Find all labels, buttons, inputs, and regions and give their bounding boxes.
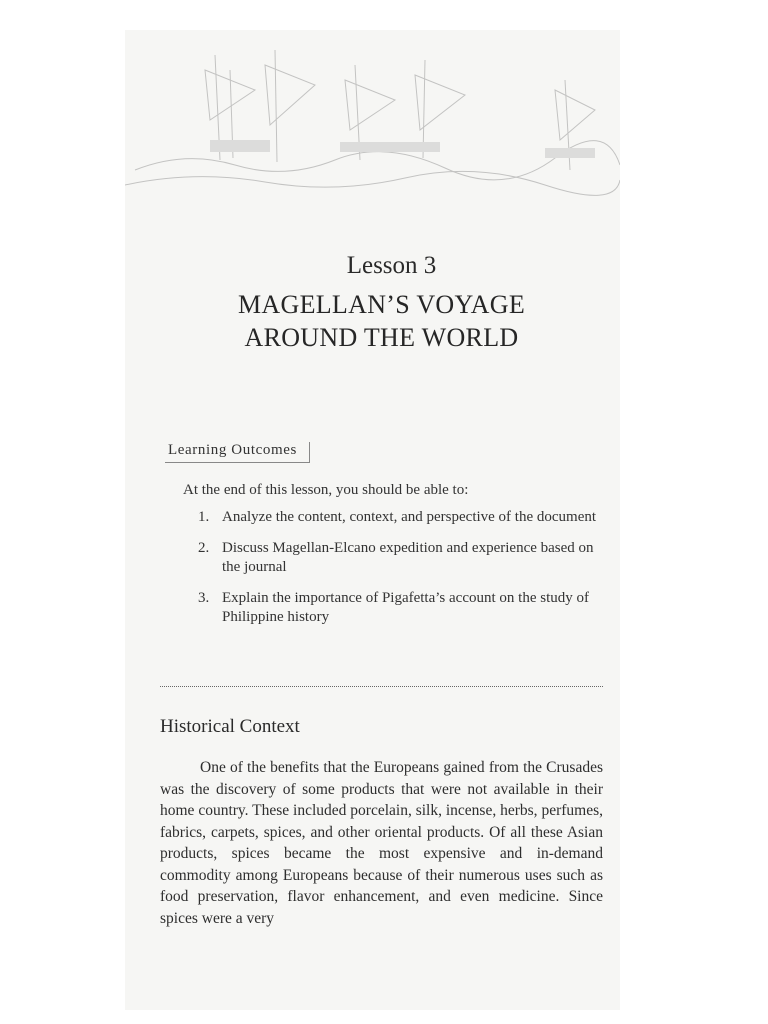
list-item-number: 3.	[198, 590, 210, 606]
lesson-title	[125, 288, 620, 354]
list-item	[198, 539, 603, 577]
header-illustration	[125, 30, 620, 205]
historical-context-paragraph: One of the benefits that the Europeans gained from the Crusades was the discovery of some products that were not available in their home country. These included porcelain, silk, incense, herbs, perfumes, fabrics, carpets, spices, and other oriental products. Of all these Asian products, spices became the most expensive and in-demand commodity among Europeans because of their numerous uses such as food preservation, flavor enhancement, and even medicine. Since spices were a very	[160, 759, 603, 927]
list-item-text: Discuss Magellan-Elcano expedition and experience based on the journal	[222, 540, 594, 575]
list-item	[198, 589, 603, 627]
list-item-text: Explain the importance of Pigafetta’s account on the study of Philippine history	[222, 590, 589, 625]
learning-outcomes-list	[198, 508, 603, 639]
lesson-title-line-2: AROUND THE WORLD	[244, 323, 519, 352]
learning-outcomes-intro: At the end of this lesson, you should be able to:	[183, 482, 469, 498]
learning-outcomes-heading: Learning Outcomes	[165, 442, 310, 463]
list-item	[198, 508, 603, 527]
list-item-text: Analyze the content, context, and perspective of the document	[222, 509, 597, 525]
list-item-number: 1.	[198, 509, 210, 525]
lesson-title-line-1: MAGELLAN’S VOYAGE	[238, 290, 525, 319]
list-item-number: 2.	[198, 540, 210, 556]
faded-ship-illustration	[125, 30, 620, 205]
lesson-number: Lesson 3	[346, 252, 437, 279]
section-divider	[160, 686, 603, 687]
historical-context-heading: Historical Context	[160, 716, 300, 737]
book-page	[125, 30, 620, 1010]
